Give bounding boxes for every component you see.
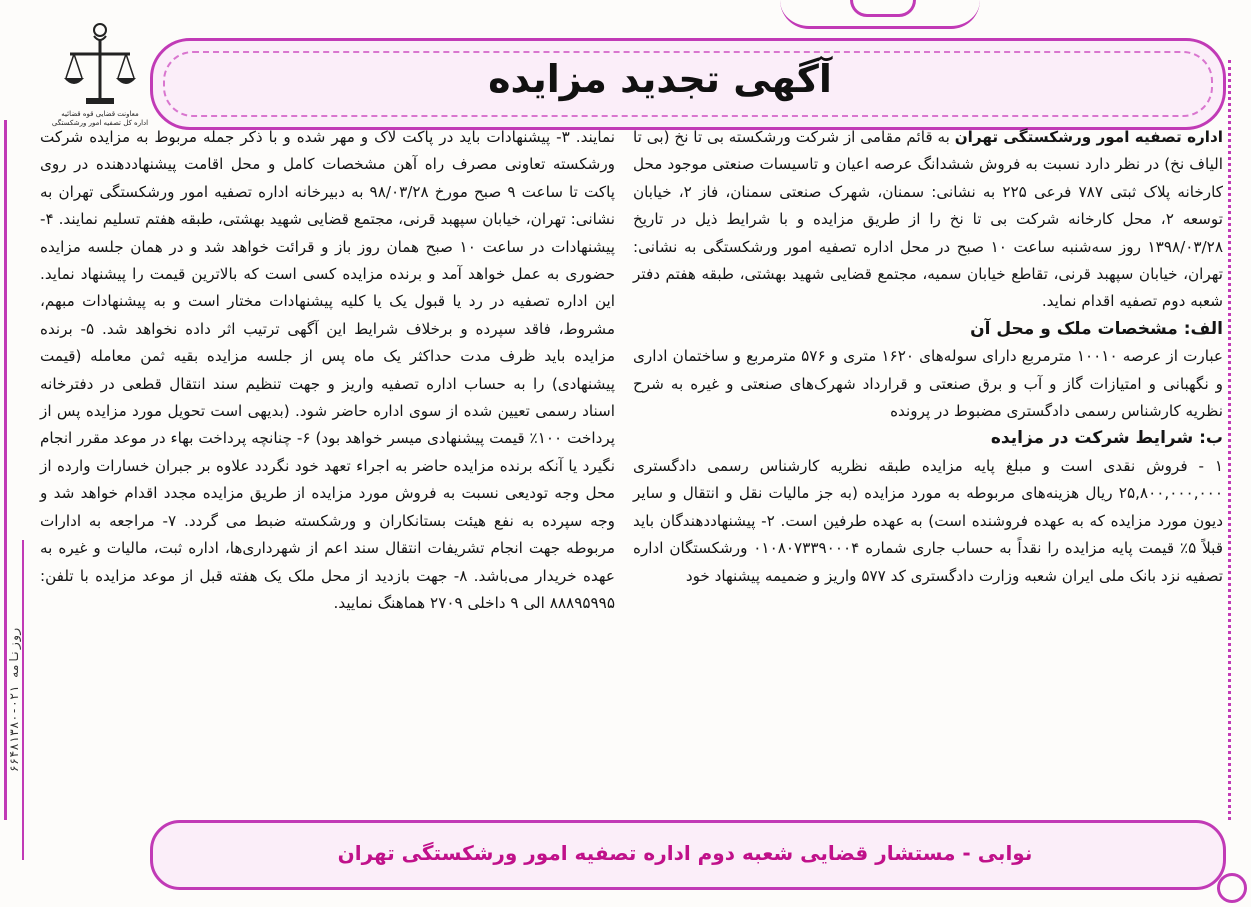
intro-body: به قائم مقامی از شرکت ورشکسته بی تا نخ (بی تا الیاف نخ) در نظر دارد نسبت به فروش ششدانگ عرصه اعیان و تاسیسات صنعتی موجود محل کارخانه پلاک ثبتی ۷۸۷ فرعی ۲۲۵ به نشانی: سمنان، شهرک صنعتی سمنان، فاز ۲، خیابان توسعه ۲، محل کارخانه شرکت بی تا نخ را از طریق مزایده و با شرایط ذیل در تاریخ ۱۳۹۸/۰۳/۲۸ روز سه‌شنبه ساعت ۱۰ صبح در محل اداره تصفیه امور ورشکستگی به نشانی: تهران، خیابان سپهبد قرنی، تقاطع خیابان سمیه، مجتمع قضایی شهید بهشتی، طبقه هفتم دفتر شعبه دوم تصفیه اقدام نماید. bbox=[633, 128, 1223, 311]
side-strip-text: روزنامه ۰۲۱-۶۶۴۸۱۳۸۰ bbox=[7, 627, 21, 773]
right-border-ornament bbox=[1228, 60, 1251, 820]
page-title: آگهی تجدید مزایده bbox=[488, 57, 832, 101]
intro-paragraph bbox=[633, 124, 1223, 316]
top-ornament-inner bbox=[850, 0, 916, 17]
intro-lead: اداره تصفیه امور ورشکستگی تهران bbox=[954, 128, 1223, 146]
section-a-body: عبارت از عرصه ۱۰۰۱۰ مترمربع دارای سوله‌های ۱۶۲۰ متری و ۵۷۶ مترمربع و ساختمان اداری و نگهبانی و امتیازات گاز و آب و برق صنعتی و قرارداد شهرک‌های صنعتی و غیره به شرح نظریه کارشناس رسمی دادگستری مضبوط در پرونده bbox=[633, 347, 1223, 421]
emblem-caption-line1: معاونت قضایی قوه قضائیه bbox=[61, 110, 139, 118]
emblem-caption-line2: اداره کل تصفیه امور ورشکستگی bbox=[51, 119, 149, 127]
section-b-heading: ب: شرایط شرکت در مزایده bbox=[990, 428, 1223, 449]
corner-ornament bbox=[1217, 873, 1247, 903]
left-column-body: نمایند. ۳- پیشنهادات باید در پاکت لاک و مهر شده و با ذکر جمله مربوط به مزایده شرکت ورشکسته تعاونی مصرف راه آهن مشخصات کامل و محل اقامت پیشنهاددهنده در روی پاکت تا ساعت ۹ صبح مورخ ۹۸/۰۳/۲۸ به دبیرخانه اداره تصفیه امور ورشکستگی تهران به نشانی: تهران، خیابان سپهبد قرنی، مجتمع قضایی شهید بهشتی، طبقه هفتم تسلیم نمایند. ۴- پیشنهادات در ساعت ۱۰ صبح همان روز باز و قرائت خواهد شد و در همان جلسه مزایده حضوری به عمل خواهد آمد و برنده مزایده کسی است که بالاترین قیمت را پیشنهاد نماید. این اداره تصفیه در رد یا قبول یک یا کلیه پیشنهادات مختار است و به پیشنهادات مبهم، مشروط، فاقد سپرده و برخلاف شرایط این آگهی ترتیب اثر داده نخواهد شد. ۵- برنده مزایده باید ظرف مدت حداکثر یک ماه پس از جلسه مزایده بقیه ثمن معامله (قیمت پیشنهادی) را به حساب اداره تصفیه واریز و جهت تنظیم سند انتقال قطعی در دفترخانه اسناد رسمی تعیین شده از سوی اداره حاضر شود. (بدیهی است تحویل مورد مزایده پس از پرداخت ۱۰۰٪ قیمت پیشنهادی میسر خواهد بود) ۶- چنانچه پرداخت بهاء در موعد مقرر انجام نگیرد یا آنکه برنده مزایده حاضر به اجراء تعهد خود نگردد علاوه بر جبران خسارات وارده از محل وجه تودیعی نسبت به فروش مورد مزایده از طریق مزایده مجدد اقدام خواهد شد و وجه سپرده به نفع هیئت بستانکاران و ورشکسته ضبط می گردد. ۷- مراجعه به ادارات مربوطه جهت انجام تشریفات انتقال سند اعم از شهرداری‌ها، اداره ثبت، مالیات و غیره به عهده خریدار می‌باشد. ۸- جهت بازدید از محل ملک یک هفته قبل از موعد مزایده با تلفن: ۸۸۸۹۵۹۹۵ الی ۹ داخلی ۲۷۰۹ هماهنگ نمایید. bbox=[40, 128, 616, 612]
left-column bbox=[40, 124, 615, 814]
section-b-body: ۱ - فروش نقدی است و مبلغ پایه مزایده طبقه نظریه کارشناس رسمی دادگستری ۲۵,۸۰۰,۰۰۰,۰۰۰ ریال هزینه‌های مربوطه به مورد مزایده (به جز مالیات نقل و انتقال و سایر دیون مورد مزایده که به عهده فروشنده است) به عهده طرفین است. ۲- پیشنهاددهندگان باید قبلاً ۵٪ قیمت پایه مزایده را نقداً به حساب جاری شماره ۰۱۰۸۰۷۳۳۹۰۰۰۴ ورشکستگان اداره تصفیه نزد بانک ملی ایران شعبه وزارت دادگستری کد ۵۷۷ واریز و ضمیمه پیشنهاد خود bbox=[633, 456, 1223, 585]
section-a-heading: الف: مشخصات ملک و محل آن bbox=[970, 318, 1223, 339]
scales-of-justice-icon bbox=[60, 20, 140, 110]
right-column bbox=[633, 124, 1223, 814]
signature-text: نوابی - مستشار قضایی شعبه دوم اداره تصفیه امور ورشکستگی تهران bbox=[337, 841, 1033, 865]
